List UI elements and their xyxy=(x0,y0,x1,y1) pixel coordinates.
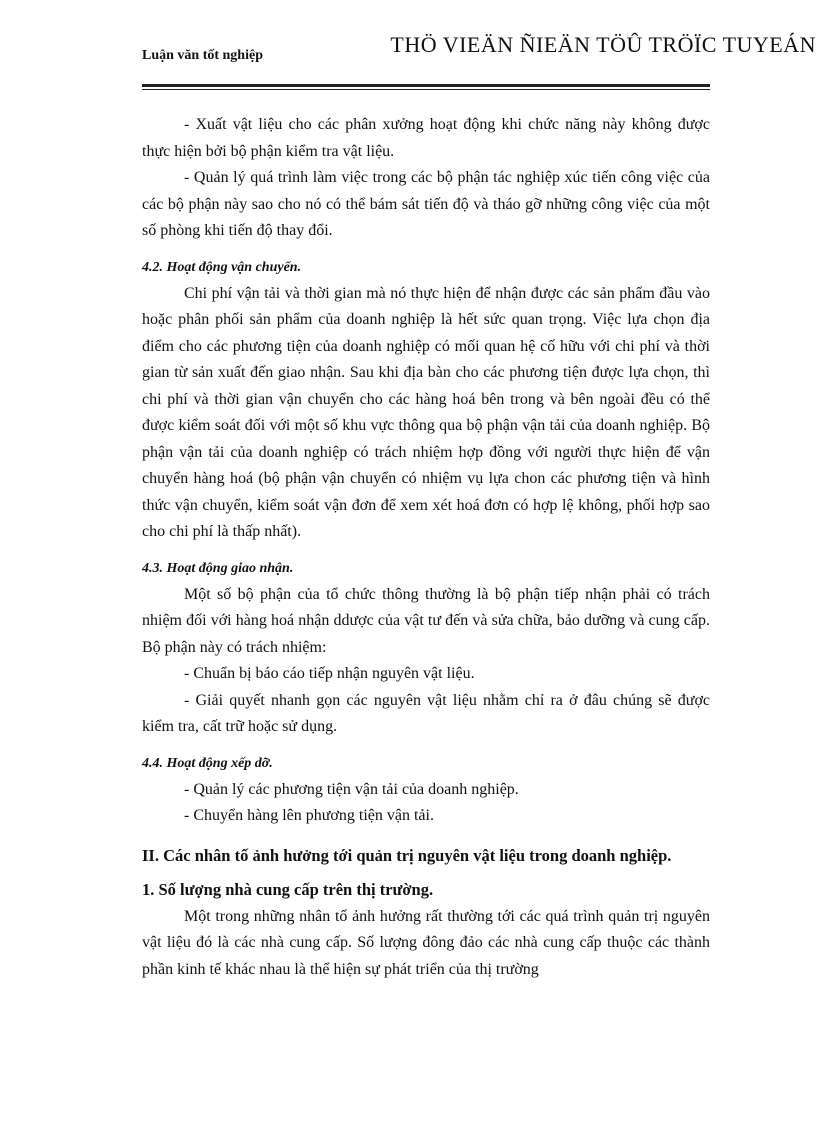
paragraph: Chi phí vận tải và thời gian mà nó thực hiện để nhận được các sản phẩm đầu vào hoặc phân phối sản phẩm của doanh nghiệp là hết sức quan trọng. Việc lựa chọn địa điểm cho các phương tiện của doanh nghiệp có mối quan hệ cố hữu với chi phí và thời gian từ sản xuất đến giao nhận. Sau khi địa bàn cho các phương tiện được lựa chọn, thì chi phí và thời gian vận chuyển cho các hàng hoá bên trong và bên ngoài đều có thể được kiểm soát đối với một số khu vực thông qua bộ phận vận tải của doanh nghiệp. Bộ phận vận tải của doanh nghiệp có trách nhiệm hợp đồng với người thực hiện để vận chuyển hàng hoá (bộ phận vận chuyển có nhiệm vụ lựa chon các phương tiện và hình thức vận chuyển, kiểm soát vận đơn để xem xét hoá đơn có hợp lệ không, phối hợp sao cho chi phí là thấp nhất). xyxy=(142,284,710,540)
section-heading-1: 1. Số lượng nhà cung cấp trên thị trường. xyxy=(142,879,434,899)
section-heading-4-2: 4.2. Hoạt động vận chuyển. xyxy=(142,259,302,275)
paragraph: - Giải quyết nhanh gọn các nguyên vật liệu nhằm chỉ ra ở đâu chúng sẽ được kiểm tra, cất trữ hoặc sử dụng. xyxy=(142,691,710,735)
paragraph: Một trong những nhân tố ảnh hưởng rất thường tới các quá trình quản trị nguyên vật liệu đó là các nhà cung cấp. Số lượng đông đảo các nhà cung cấp thuộc các thành phần kinh tế khác nhau là thể hiện sự phát triển của thị trường xyxy=(142,907,710,978)
header-divider-thin xyxy=(142,89,710,90)
section-heading-ii: II. Các nhân tố ảnh hưởng tới quản trị nguyên vật liệu trong doanh nghiệp. xyxy=(142,845,672,865)
header-divider-thick xyxy=(142,84,710,87)
document-body xyxy=(142,112,710,983)
section-heading-4-3: 4.3. Hoạt động giao nhận. xyxy=(142,560,294,576)
paragraph: - Chuyển hàng lên phương tiện vận tải. xyxy=(184,807,434,824)
page-header xyxy=(142,28,816,68)
paragraph: Một số bộ phận của tổ chức thông thường là bộ phận tiếp nhận phải có trách nhiệm đối với hàng hoá nhận ddược của vật tư đến và sửa chữa, bảo dưỡng và cung cấp. Bộ phận này có trách nhiệm: xyxy=(142,585,710,656)
paragraph: - Quản lý các phương tiện vận tải của doanh nghiệp. xyxy=(184,780,519,798)
section-heading-4-4: 4.4. Hoạt động xếp dỡ. xyxy=(142,755,273,771)
paragraph: - Xuất vật liệu cho các phân xưởng hoạt động khi chức năng này không được thực hiện bởi bộ phận kiểm tra vật liệu. xyxy=(142,116,710,160)
paragraph: - Quản lý quá trình làm việc trong các bộ phận tác nghiệp xúc tiến công việc của các bộ phận này sao cho nó có thể bám sát tiến độ và tháo gỡ những công việc của một số phòng khi tiến độ thay đổi. xyxy=(142,169,710,239)
header-library-name: THÖ VIEÄN ÑIEÄN TÖÛ TRÖÏC TUYEÁN xyxy=(390,32,816,57)
header-title: Luận văn tốt nghiệp xyxy=(142,48,263,63)
paragraph: - Chuẩn bị báo cáo tiếp nhận nguyên vật liệu. xyxy=(184,665,475,682)
